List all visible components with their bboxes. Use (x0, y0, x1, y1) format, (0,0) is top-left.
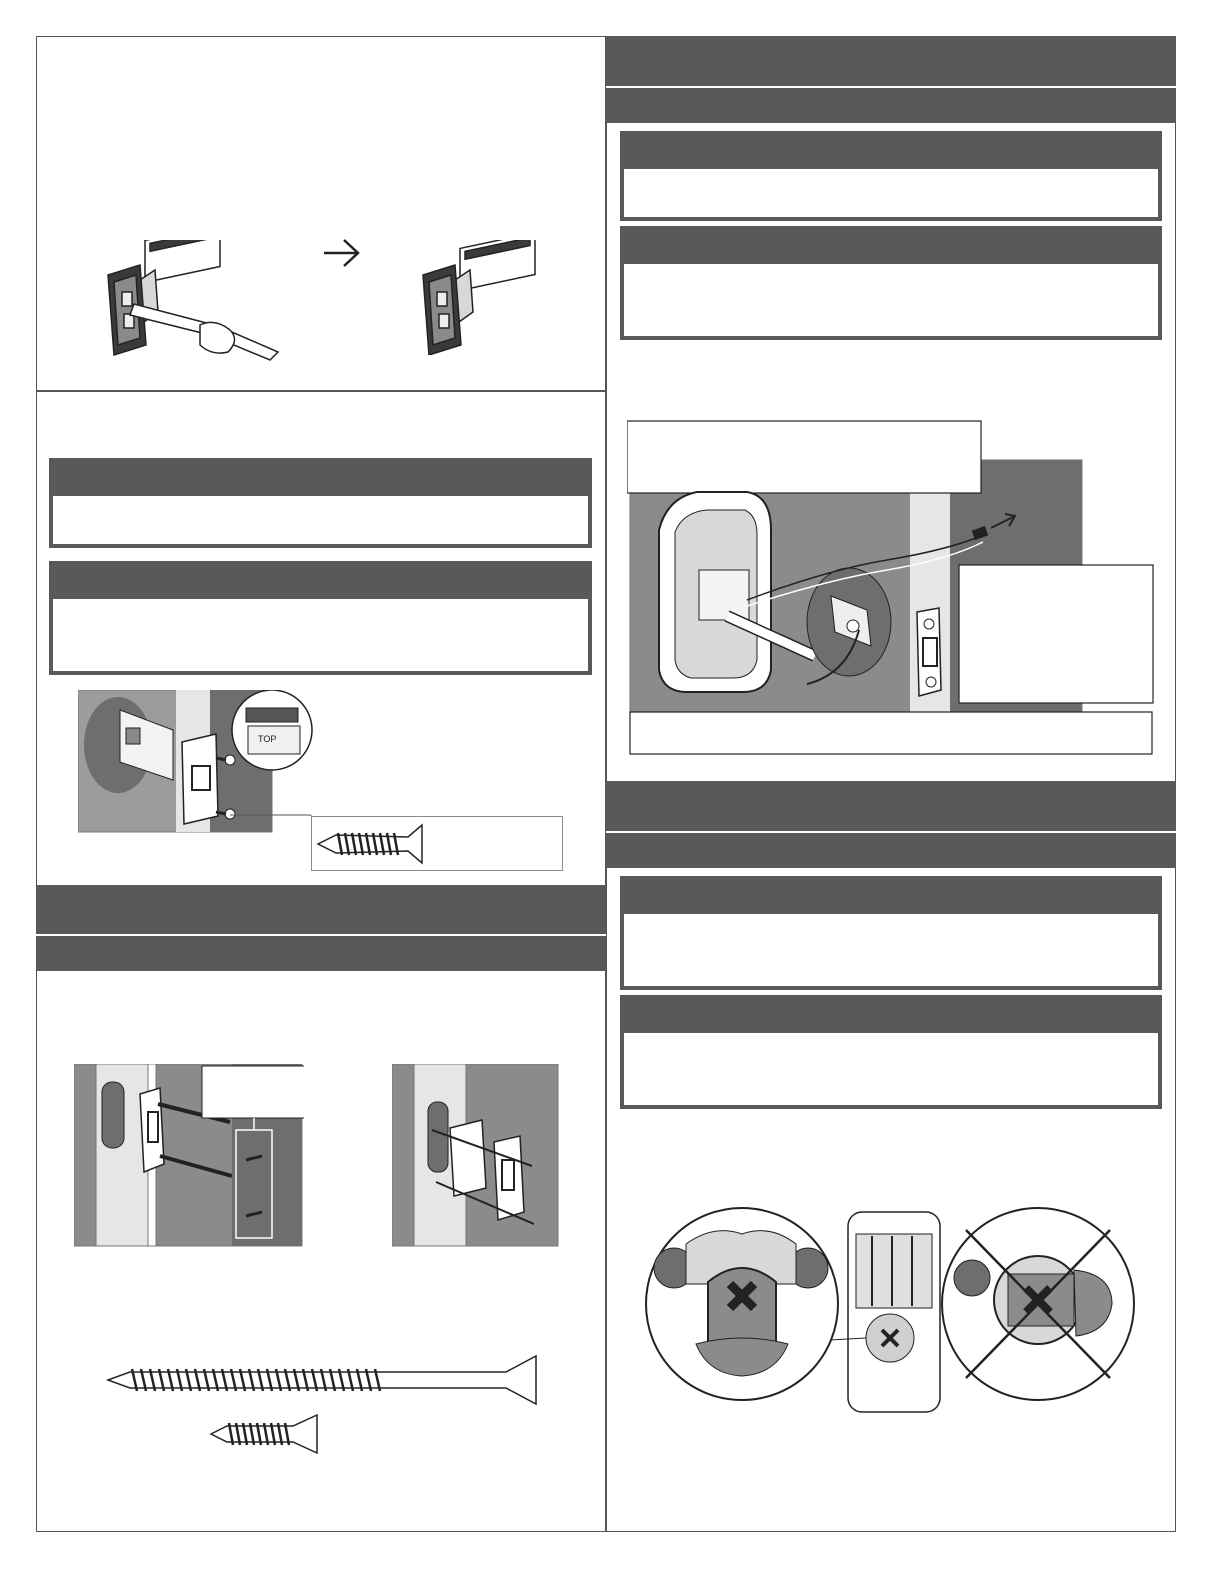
callout-box (620, 876, 1162, 990)
step-header-band (36, 885, 606, 971)
callout-box (49, 561, 592, 675)
callout-box (620, 226, 1162, 340)
tailpiece-orientation-icon (644, 1204, 1138, 1418)
arrow-right-icon (322, 236, 362, 270)
panel-divider (36, 390, 606, 392)
leader-line (230, 805, 320, 825)
door-cable-routing-icon (627, 420, 1155, 756)
step-header-band (606, 781, 1176, 868)
latch-icon (415, 240, 555, 355)
band-divider (606, 831, 1176, 833)
long-screw-icon (104, 1352, 540, 1408)
callout-box (620, 995, 1162, 1109)
latch-with-screwdriver-icon (100, 240, 290, 370)
callout-box (49, 458, 592, 548)
band-divider (36, 934, 606, 936)
band-divider (606, 86, 1176, 88)
svg-text:TOP: TOP (258, 734, 277, 744)
short-screw-icon (207, 1412, 323, 1456)
step-header-band (606, 36, 1176, 123)
callout-box (620, 131, 1162, 221)
strike-reinforcement-icon (392, 1064, 560, 1247)
short-screw-icon (314, 821, 432, 867)
strike-plate-icon (74, 1064, 304, 1247)
